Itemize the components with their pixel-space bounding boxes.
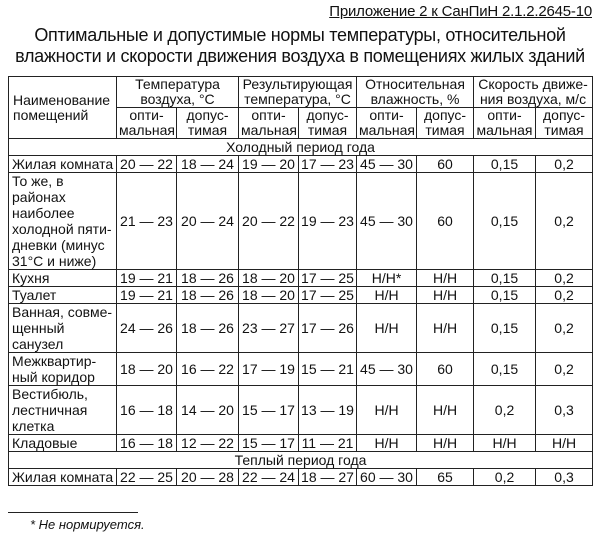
- value-cell: 45 — 30: [357, 173, 417, 270]
- header-room-line-1: Наименование: [13, 91, 111, 108]
- period-warm: Теплый период года: [9, 452, 593, 469]
- room-name-line: То же, в районах: [12, 173, 66, 205]
- room-name-line: Вестибюль,: [12, 386, 88, 402]
- value-cell: 16 — 18: [117, 386, 177, 435]
- value-cell: 17 — 26: [299, 304, 357, 353]
- value-cell: Н/Н: [536, 435, 593, 452]
- table-row: [9, 435, 593, 452]
- room-name: [9, 304, 117, 353]
- value-cell: 0,2: [536, 173, 593, 270]
- footnote: * Не нормируется.: [30, 517, 145, 532]
- value-cell: 17 — 25: [299, 270, 357, 287]
- header-line: допус-: [306, 107, 349, 123]
- room-name: [9, 386, 117, 435]
- value-cell: 20 — 24: [177, 173, 239, 270]
- header-line: Результирующая: [242, 76, 353, 92]
- title-line-2: влажности и скорости движения воздуха в помещениях жилых зданий: [15, 46, 585, 66]
- value-cell: 60: [417, 173, 474, 270]
- header-permissible: [177, 108, 239, 139]
- room-name-line: щенный санузел: [12, 320, 65, 352]
- value-cell: 11 — 21: [299, 435, 357, 452]
- value-cell: 0,2: [474, 386, 536, 435]
- header-air-temperature: [117, 77, 239, 108]
- value-cell: 20 — 22: [239, 173, 299, 270]
- table-row: [9, 287, 593, 304]
- period-row-warm: [9, 452, 593, 469]
- room-name: [9, 353, 117, 386]
- header-line: ния воздуха, м/с: [479, 91, 587, 107]
- table-row: [9, 353, 593, 386]
- value-cell: Н/Н: [417, 304, 474, 353]
- value-cell: 19 — 20: [239, 156, 299, 173]
- header-air-speed: [474, 77, 593, 108]
- value-cell: 0,15: [474, 353, 536, 386]
- value-cell: Н/Н: [357, 304, 417, 353]
- value-cell: 22 — 25: [117, 469, 177, 486]
- value-cell: 0,2: [536, 270, 593, 287]
- value-cell: 21 — 23: [117, 173, 177, 270]
- header-room-line-2: помещений: [13, 106, 89, 123]
- period-cold: Холодный период года: [9, 139, 593, 156]
- header-line: опти-: [369, 107, 404, 123]
- value-cell: 0,15: [474, 287, 536, 304]
- value-cell: 0,2: [474, 469, 536, 486]
- value-cell: 20 — 28: [177, 469, 239, 486]
- value-cell: Н/Н: [474, 435, 536, 452]
- room-name-line: Межквартир-: [12, 353, 97, 369]
- header-optimal: [239, 108, 299, 139]
- table-row: [9, 156, 593, 173]
- value-cell: 45 — 30: [357, 353, 417, 386]
- value-cell: 16 — 18: [117, 435, 177, 452]
- value-cell: Н/Н: [357, 386, 417, 435]
- value-cell: Н/Н: [357, 435, 417, 452]
- header-line: тимая: [307, 122, 348, 138]
- room-name: [9, 156, 117, 173]
- value-cell: 0,2: [536, 156, 593, 173]
- header-permissible: [299, 108, 357, 139]
- value-cell: 15 — 17: [239, 386, 299, 435]
- table-row: [9, 270, 593, 287]
- value-cell: 18 — 20: [239, 287, 299, 304]
- table-row: [9, 304, 593, 353]
- header-line: допус-: [423, 107, 467, 123]
- value-cell: 0,2: [536, 304, 593, 353]
- header-permissible: [536, 108, 593, 139]
- value-cell: 60: [417, 156, 474, 173]
- value-cell: 0,2: [536, 353, 593, 386]
- header-line: температура, °С: [244, 91, 351, 107]
- value-cell: 12 — 22: [177, 435, 239, 452]
- header-line: влажность, %: [370, 91, 460, 107]
- header-optimal: [474, 108, 536, 139]
- value-cell: Н/Н: [357, 287, 417, 304]
- header-line: тимая: [425, 122, 465, 138]
- header-line: Относительная: [365, 76, 465, 92]
- value-cell: 19 — 21: [117, 270, 177, 287]
- room-name: [9, 435, 117, 452]
- value-cell: Н/Н: [417, 435, 474, 452]
- room-name-line: Жилая комната: [12, 469, 114, 485]
- header-optimal: [357, 108, 417, 139]
- room-name-line: 31°С и ниже): [12, 253, 97, 269]
- header-line: опти-: [487, 107, 522, 123]
- value-cell: 20 — 22: [117, 156, 177, 173]
- value-cell: Н/Н: [417, 270, 474, 287]
- value-cell: 18 — 24: [177, 156, 239, 173]
- value-cell: 19 — 21: [117, 287, 177, 304]
- value-cell: 0,3: [536, 469, 593, 486]
- value-cell: 15 — 17: [239, 435, 299, 452]
- value-cell: 17 — 19: [239, 353, 299, 386]
- header-line: Температура: [135, 76, 220, 92]
- value-cell: 0,15: [474, 304, 536, 353]
- header-permissible: [417, 108, 474, 139]
- header-line: мальная: [359, 122, 415, 138]
- header-line: допус-: [186, 107, 229, 123]
- header-relative-humidity: [357, 77, 474, 108]
- value-cell: 60: [417, 353, 474, 386]
- value-cell: 13 — 19: [299, 386, 357, 435]
- value-cell: Н/Н: [417, 287, 474, 304]
- value-cell: 45 — 30: [357, 156, 417, 173]
- value-cell: 0,15: [474, 156, 536, 173]
- value-cell: 0,2: [536, 287, 593, 304]
- page-title: [0, 25, 600, 67]
- table-body: [9, 139, 593, 486]
- header-line: тимая: [544, 122, 584, 138]
- appendix-reference: Приложение 2 к СанПиН 2.1.2.2645-10: [329, 3, 592, 20]
- room-name: [9, 173, 117, 270]
- header-room: [9, 77, 117, 139]
- header-row-groups: [9, 77, 593, 108]
- room-name: [9, 287, 117, 304]
- value-cell: Н/Н*: [357, 270, 417, 287]
- room-name-line: лестничная: [12, 402, 88, 418]
- room-name-line: клетка: [12, 418, 55, 434]
- value-cell: 18 — 20: [117, 353, 177, 386]
- value-cell: 18 — 27: [299, 469, 357, 486]
- value-cell: 19 — 23: [299, 173, 357, 270]
- footnote-divider: [8, 512, 138, 513]
- value-cell: 14 — 20: [177, 386, 239, 435]
- period-row-cold: [9, 139, 593, 156]
- room-name-line: дневки (минус: [12, 237, 105, 253]
- room-name: [9, 270, 117, 287]
- header-line: тимая: [187, 122, 228, 138]
- value-cell: 15 — 21: [299, 353, 357, 386]
- room-name-line: Жилая комната: [12, 156, 114, 172]
- table-row: [9, 386, 593, 435]
- title-line-1: Оптимальные и допустимые нормы температуры, относительной: [34, 25, 566, 45]
- value-cell: 18 — 26: [177, 270, 239, 287]
- header-resulting-temperature: [239, 77, 357, 108]
- table-row: [9, 173, 593, 270]
- value-cell: 22 — 24: [239, 469, 299, 486]
- header-line: мальная: [119, 122, 175, 138]
- header-line: мальная: [241, 122, 297, 138]
- value-cell: 0,15: [474, 173, 536, 270]
- value-cell: 0,15: [474, 270, 536, 287]
- header-line: Скорость движе-: [478, 76, 588, 92]
- table-row: [9, 469, 593, 486]
- room-name-line: Кладовые: [12, 435, 78, 451]
- value-cell: 24 — 26: [117, 304, 177, 353]
- value-cell: 17 — 25: [299, 287, 357, 304]
- value-cell: 18 — 20: [239, 270, 299, 287]
- value-cell: 16 — 22: [177, 353, 239, 386]
- norms-table: [8, 76, 593, 486]
- value-cell: 65: [417, 469, 474, 486]
- header-line: опти-: [251, 107, 286, 123]
- value-cell: 17 — 23: [299, 156, 357, 173]
- value-cell: 0,3: [536, 386, 593, 435]
- value-cell: 18 — 26: [177, 304, 239, 353]
- header-optimal: [117, 108, 177, 139]
- room-name-line: наиболее: [12, 205, 75, 221]
- room-name-line: ный коридор: [12, 369, 95, 385]
- room-name-line: Ванная, совме-: [12, 304, 113, 320]
- room-name-line: Кухня: [12, 270, 50, 286]
- room-name-line: холодной пяти-: [12, 221, 112, 237]
- value-cell: Н/Н: [417, 386, 474, 435]
- value-cell: 23 — 27: [239, 304, 299, 353]
- header-line: мальная: [476, 122, 533, 138]
- header-line: допус-: [542, 107, 586, 123]
- room-name-line: Туалет: [12, 287, 57, 303]
- header-line: опти-: [129, 107, 164, 123]
- header-line: воздуха, °С: [140, 91, 215, 107]
- room-name: [9, 469, 117, 486]
- value-cell: 60 — 30: [357, 469, 417, 486]
- value-cell: 18 — 26: [177, 287, 239, 304]
